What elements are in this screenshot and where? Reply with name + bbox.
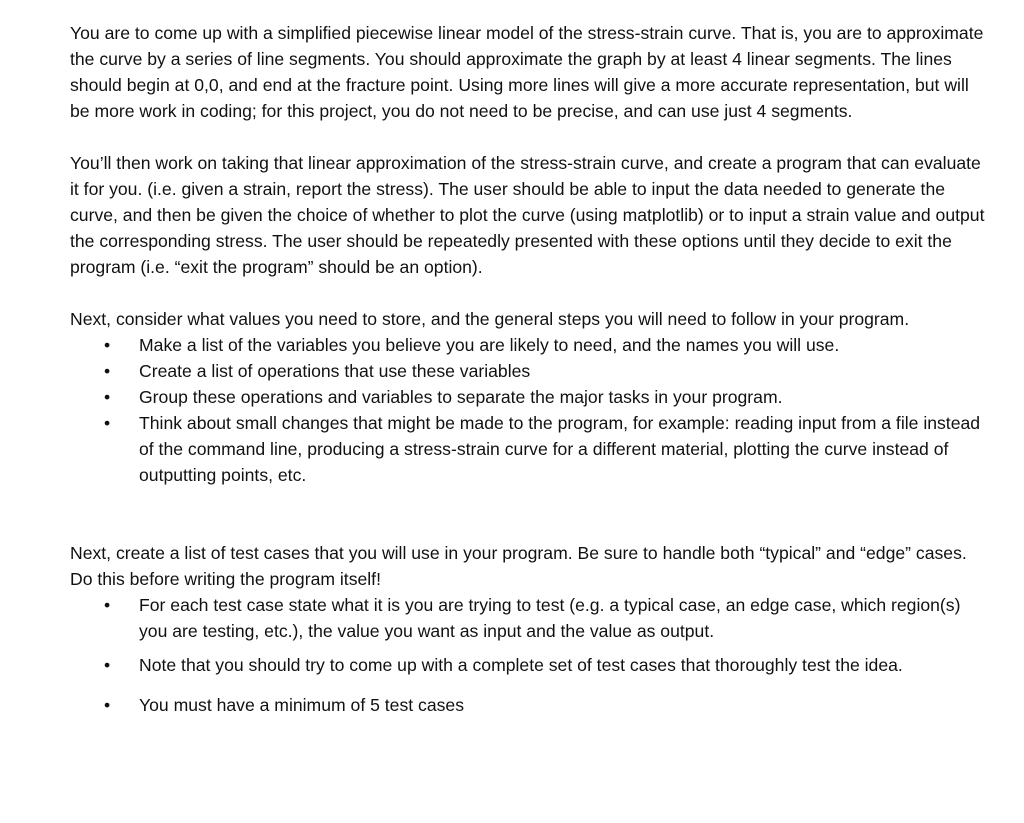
list-item bbox=[70, 592, 990, 644]
paragraph-spacer bbox=[70, 280, 990, 306]
bullet-icon: • bbox=[104, 387, 111, 407]
paragraph-values-intro: Next, consider what values you need to store, and the general steps you will need to follow in your program. bbox=[70, 309, 910, 329]
list-item-text: For each test case state what it is you are trying to test (e.g. a typical case, an edge case, which region(s) you are testing, etc.), the value you want as input and the value as output. bbox=[139, 595, 961, 641]
bullet-icon: • bbox=[104, 361, 111, 381]
bullet-icon: • bbox=[104, 413, 111, 433]
paragraph-test-cases-intro: Next, create a list of test cases that you will use in your program. Be sure to handle both “typical” and “edge” cases. Do this before writing the program itself! bbox=[70, 543, 967, 589]
paragraph-program-description: You’ll then work on taking that linear approximation of the stress-strain curve, and create a program that can evaluate it for you. (i.e. given a strain, report the stress). The user should be able to input the data needed to generate the curve, and then be given the choice of whether to plot the curve (using matplotlib) or to input a strain value and output the corresponding stress. The user should be repeatedly presented with these options until they decide to exit the program (i.e. “exit the program” should be an option). bbox=[70, 153, 985, 277]
list-item bbox=[70, 692, 990, 718]
list-item bbox=[70, 332, 990, 358]
list-item-text: Create a list of operations that use these variables bbox=[139, 361, 531, 381]
bullet-icon: • bbox=[104, 595, 111, 615]
paragraph-model-description: You are to come up with a simplified piecewise linear model of the stress-strain curve. That is, you are to approximate the curve by a series of line segments. You should approximate the graph by at least 4 linear segments. The lines should begin at 0,0, and end at the fracture point. Using more lines will give a more accurate representation, but will be more work in coding; for this project, you do not need to be precise, and can use just 4 segments. bbox=[70, 23, 984, 121]
bullet-icon: • bbox=[104, 695, 111, 715]
list-item-text: Think about small changes that might be made to the program, for example: reading input from a file instead of the command line, producing a stress-strain curve for a different material, plotting the curve instead of outputting points, etc. bbox=[139, 413, 981, 485]
document-page bbox=[70, 20, 990, 718]
list-item-text: You must have a minimum of 5 test cases bbox=[139, 695, 464, 715]
paragraph-spacer bbox=[70, 124, 990, 150]
list-item bbox=[70, 358, 990, 384]
list-item bbox=[70, 410, 990, 488]
bullet-icon: • bbox=[104, 655, 111, 675]
planning-bullet-list bbox=[70, 332, 990, 488]
test-cases-bullet-list bbox=[70, 592, 990, 718]
list-item-text: Note that you should try to come up with a complete set of test cases that thoroughly test the idea. bbox=[139, 655, 903, 675]
list-item-text: Make a list of the variables you believe you are likely to need, and the names you will use. bbox=[139, 335, 840, 355]
list-item-text: Group these operations and variables to separate the major tasks in your program. bbox=[139, 387, 783, 407]
list-item bbox=[70, 384, 990, 410]
list-item bbox=[70, 652, 990, 678]
paragraph-spacer bbox=[70, 488, 990, 540]
bullet-icon: • bbox=[104, 335, 111, 355]
